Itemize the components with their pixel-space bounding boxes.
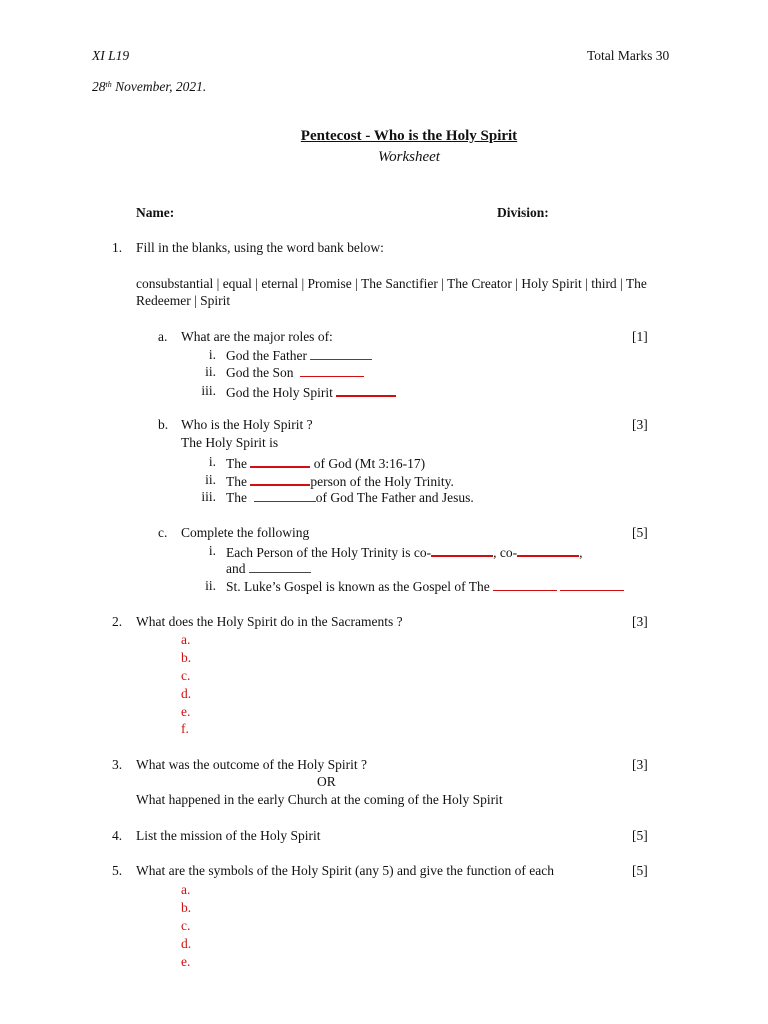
word-bank-line-2: Redeemer | Spirit [136, 293, 231, 308]
q2-option: b. [181, 650, 192, 665]
q5-text: What are the symbols of the Holy Spirit (any 5) and give the function of each [136, 863, 555, 878]
q5-option: d. [181, 936, 192, 951]
q1-text: Fill in the blanks, using the word bank below: [136, 240, 384, 255]
q5-option: e. [181, 954, 191, 969]
q2-option: c. [181, 668, 191, 683]
q1b-ii: The person of the Holy Trinity. [226, 471, 454, 491]
q1a-letter: a. [158, 329, 168, 344]
q5-option: c. [181, 918, 191, 933]
answer-blank[interactable] [493, 577, 557, 591]
q1b-letter: b. [158, 417, 169, 432]
q5-number: 5. [112, 863, 123, 878]
q5-option: b. [181, 900, 192, 915]
q1a-ii: God the Son [226, 363, 364, 382]
q1b-intro: The Holy Spirit is [181, 435, 279, 450]
q1b-i: The of God (Mt 3:16-17) [226, 453, 425, 473]
q3-number: 3. [112, 757, 123, 772]
q1a-marks: [1] [632, 329, 648, 344]
q1c-i-num: i. [208, 543, 216, 558]
q2-option: f. [181, 721, 189, 736]
answer-blank[interactable] [249, 559, 311, 573]
q2-marks: [3] [632, 614, 648, 629]
q3-or: OR [317, 774, 336, 789]
q1b-ii-num: ii. [205, 472, 216, 487]
q1a-text: What are the major roles of: [181, 329, 333, 344]
q1a-iii-num: iii. [201, 383, 216, 398]
division-label: Division: [497, 205, 549, 220]
page-subtitle: Worksheet [378, 149, 440, 165]
answer-blank[interactable] [250, 453, 310, 468]
q1-number: 1. [112, 240, 123, 255]
q1c-text: Complete the following [181, 525, 310, 540]
q4-text: List the mission of the Holy Spirit [136, 828, 321, 843]
q3-alt-text: What happened in the early Church at the coming of the Holy Spirit [136, 792, 503, 807]
q1a-ii-num: ii. [205, 364, 216, 379]
q5-marks: [5] [632, 863, 648, 878]
page-title: Pentecost - Who is the Holy Spirit [300, 128, 518, 144]
answer-blank[interactable] [517, 542, 579, 557]
q2-option: a. [181, 632, 191, 647]
answer-blank[interactable] [560, 577, 624, 591]
q1c-ii-num: ii. [205, 578, 216, 593]
answer-blank[interactable] [300, 363, 364, 377]
q1b-text: Who is the Holy Spirit ? [181, 417, 313, 432]
word-bank-line-1: consubstantial | equal | eternal | Promise | The Sanctifier | The Creator | Holy Spirit | third | The [136, 276, 647, 291]
q1c-marks: [5] [632, 525, 648, 540]
answer-blank[interactable] [254, 488, 316, 502]
q4-marks: [5] [632, 828, 648, 843]
q1a-i: God the Father [226, 346, 372, 365]
q3-marks: [3] [632, 757, 648, 772]
q1a-iii: God the Holy Spirit [226, 382, 396, 402]
q1c-i: Each Person of the Holy Trinity is co- , co- , [226, 542, 583, 562]
q1b-iii-num: iii. [201, 489, 216, 504]
total-marks: Total Marks 30 [587, 48, 670, 63]
q1b-iii: The of God The Father and Jesus. [226, 490, 474, 505]
class-code: XI L19 [92, 48, 130, 63]
q1c-i-line2: and [226, 559, 311, 578]
q2-number: 2. [112, 614, 123, 629]
answer-blank[interactable] [250, 471, 310, 486]
answer-blank[interactable] [310, 346, 372, 360]
answer-blank[interactable] [431, 542, 493, 557]
q4-number: 4. [112, 828, 123, 843]
name-label: Name: [136, 205, 175, 220]
q1a-i-num: i. [208, 347, 216, 362]
q1b-i-num: i. [208, 454, 216, 469]
q1b-marks: [3] [632, 417, 648, 432]
worksheet-date: 28th November, 2021. [92, 79, 207, 94]
q2-text: What does the Holy Spirit do in the Sacraments ? [136, 614, 403, 629]
q5-option: a. [181, 882, 191, 897]
answer-blank[interactable] [336, 382, 396, 397]
q3-text: What was the outcome of the Holy Spirit ? [136, 757, 367, 772]
q1c-ii: St. Luke’s Gospel is known as the Gospel of The [226, 577, 624, 596]
q2-option: d. [181, 686, 192, 701]
q1c-letter: c. [158, 525, 168, 540]
q2-option: e. [181, 704, 191, 719]
